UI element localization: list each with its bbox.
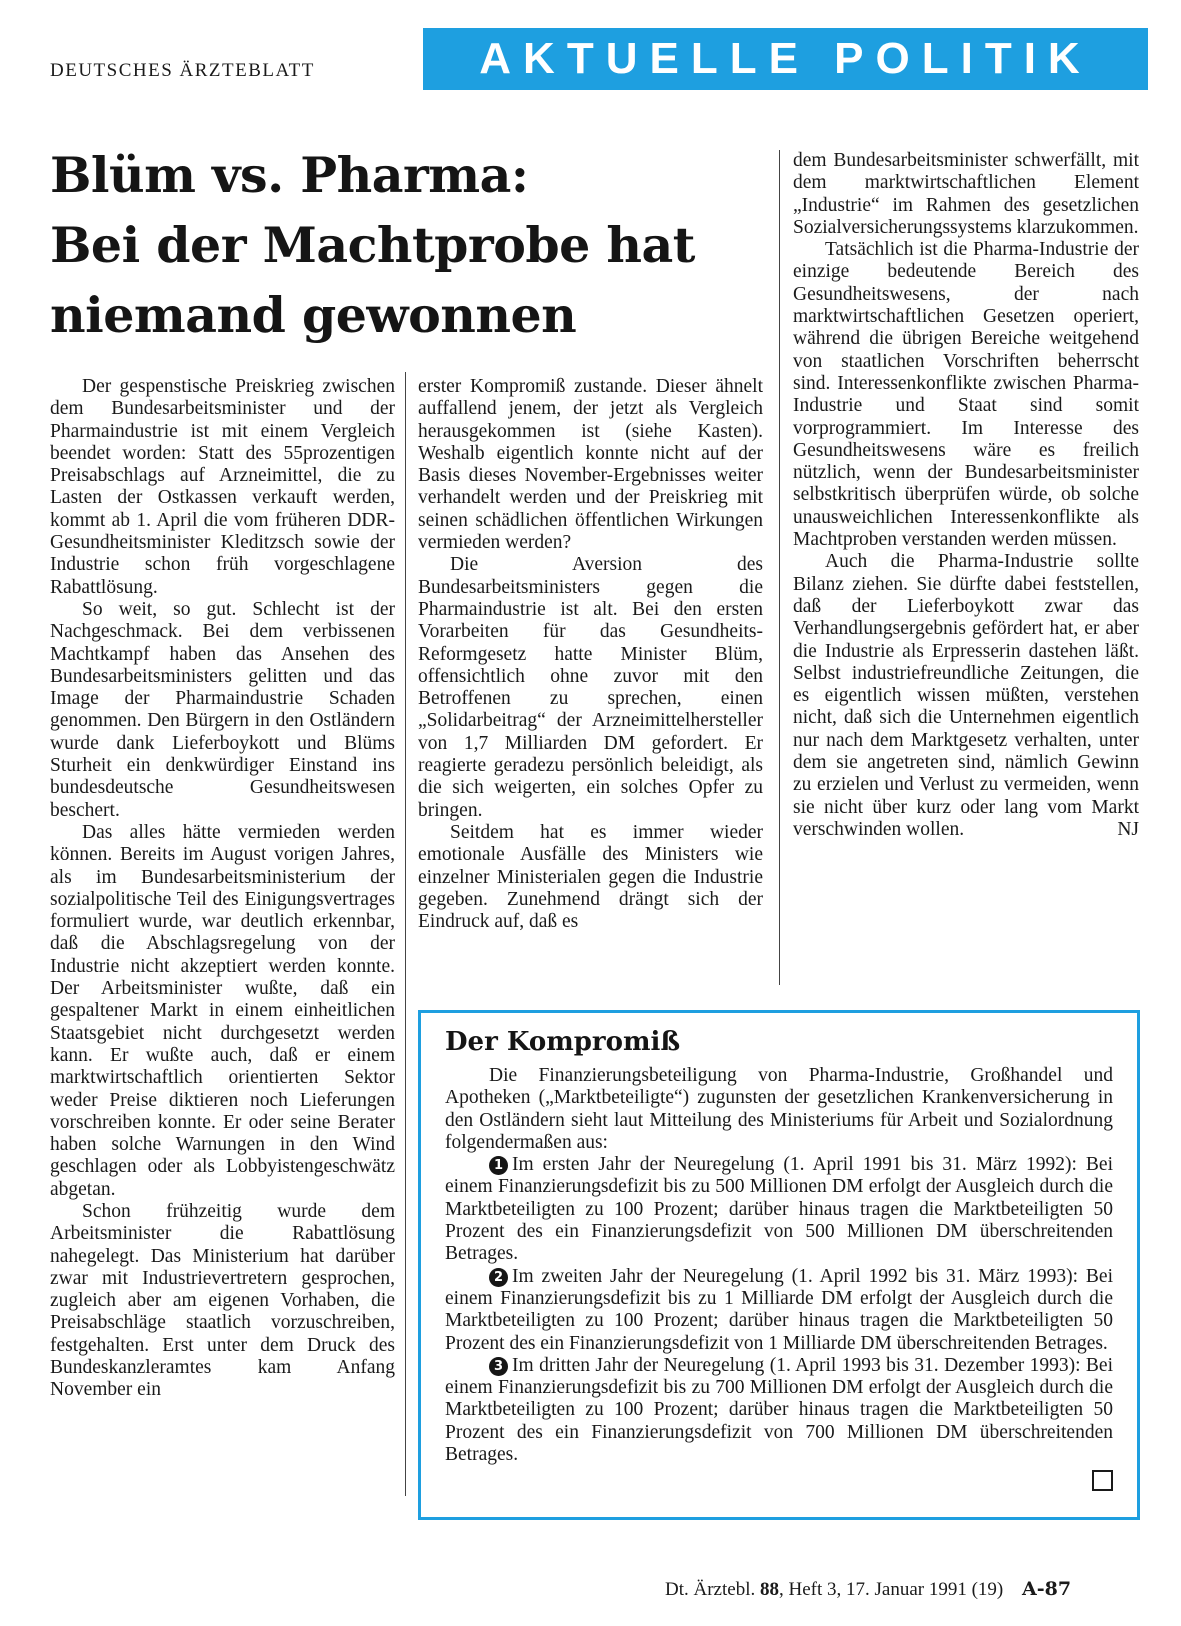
page-footer xyxy=(665,1578,1071,1601)
paragraph: Das alles hätte vermieden werden können. Bereits im August vorigen Jahres, als im Bundesarbeitsministerium der sozialpolitische Teil des Einigungsvertrages formuliert wurde, war deutlich erkennbar, daß die Abschlagsregelung von der Industrie nicht akzeptiert werden konnte. Der Arbeitsminister wußte, daß ein gespaltener Markt in einem einheitlichen Staatsgebiet nicht durchgesetzt werden kann. Er wußte auch, daß er einem marktwirtschaftlich orientierten Sektor weder Preise diktieren noch Lieferungen vorschreiben konnte. Er oder seine Berater haben solche Warnungen in den Wind geschlagen oder als Lobbyistengeschwätz abgetan. xyxy=(50,821,395,1200)
box-item-3 xyxy=(445,1355,1113,1466)
headline-line-3: niemand gewonnen xyxy=(50,286,577,344)
headline-line-1: Blüm vs. Pharma: xyxy=(50,146,529,204)
article-column-2 xyxy=(418,376,763,933)
box-title: Der Kompromiß xyxy=(445,1027,681,1057)
paragraph: Seitdem hat es immer wieder emotionale Ausfälle des Ministers wie einzelner Ministerialen gegen die Industrie gegeben. Zunehmend drängt sich der Eindruck auf, daß es xyxy=(418,821,763,933)
paragraph: Tatsächlich ist die Pharma-Industrie der einzige bedeutende Bereich des Gesundheitswesens, der nach marktwirtschaftlichen Gesetzen operiert, während die übrigen Bereiche weitgehend von staatlichen Vorschriften beherrscht sind. Interessenkonflikte zwischen Pharma-Industrie und Staat sind somit vorprogrammiert. Im Interesse des Gesundheitswesens wäre es freilich nützlich, wenn der Bundesarbeitsminister selbstkritisch überprüfen würde, ob solche unausweichlichen Interessenkonflikte als Machtproben verstanden werden müssen. xyxy=(793,239,1139,551)
column-divider xyxy=(779,150,780,985)
paragraph: Der gespenstische Preiskrieg zwischen dem Bundesarbeitsminister und der Pharmaindustrie ist mit einem Vergleich beendet worden: Statt des 55prozentigen Preisabschlags auf Arzneimittel, die zu Lasten der Ostkassen verkauft werden, kommt ab 1. April die vom früheren DDR-Gesundheitsminister Kleditzsch sowie der Industrie schon früh vorgeschlagene Rabattlösung. xyxy=(50,376,395,598)
box-intro: Die Finanzierungsbeteiligung von Pharma-Industrie, Großhandel und Apotheken („Marktbeteiligte“) zugunsten der gesetzlichen Krankenversicherung in den Ostländern sieht laut Mitteilung des Ministeriums für Arbeit und Sozialordnung folgendermaßen aus: xyxy=(445,1065,1113,1153)
paragraph: dem Bundesarbeitsminister schwerfällt, mit dem marktwirtschaftlichen Element „Industrie“ im Rahmen des gesetzlichen Sozialversicherungssystems klarzukommen. xyxy=(793,150,1139,238)
author-signature: NJ xyxy=(1117,818,1139,840)
paragraph: So weit, so gut. Schlecht ist der Nachgeschmack. Bei dem verbissenen Machtkampf haben das Ansehen des Bundesarbeitsministers gelitten und das Image der Pharmaindustrie Schaden genommen. Den Bürgern in den Ostländern wurde dank Lieferboykott und Blüms Sturheit ein denkwürdiger Einstand ins bundesdeutsche Gesundheitswesen beschert. xyxy=(50,598,395,821)
masthead: DEUTSCHES ÄRZTEBLATT xyxy=(50,60,315,81)
box-item-text: Im ersten Jahr der Neuregelung (1. April 1991 bis 31. März 1992): Bei einem Finanzierungsdefizit bis zu 500 Millionen DM erfolgt der Ausgleich durch die Marktbeteiligten zu 100 Prozent; darüber hinaus tragen die Marktbeteiligten 50 Prozent des ein Finanzierungsdefizit von 500 Millionen DM überschreitenden Betrages. xyxy=(445,1154,1113,1265)
footer-issue: , Heft 3, 17. Januar 1991 (19) xyxy=(778,1579,1004,1600)
paragraph xyxy=(793,551,1139,841)
paragraph: Schon frühzeitig wurde dem Arbeitsminister die Rabattlösung nahegelegt. Das Ministerium hat darüber zwar mit Industrievertretern gesprochen, zugleich aber am eigenen Vorhaben, die Preisabschläge staatlich vorzuschreiben, festgehalten. Erst unter dem Druck des Bundeskanzleramtes kam Anfang November ein xyxy=(50,1200,395,1401)
footer-journal: Dt. Ärztebl. xyxy=(665,1579,756,1600)
section-banner: AKTUELLE POLITIK xyxy=(423,28,1148,90)
number-2-icon: 2 xyxy=(489,1268,508,1287)
footer-volume: 88 xyxy=(759,1579,779,1600)
headline-line-2: Bei der Machtprobe hat xyxy=(50,216,695,274)
box-item-text: Im dritten Jahr der Neuregelung (1. April 1993 bis 31. Dezember 1993): Bei einem Finanzierungsdefizit bis zu 700 Millionen DM erfolgt der Ausgleich durch die Marktbeteiligten zu 100 Prozent; darüber hinaus tragen die Marktbeteiligten 50 Prozent des ein Finanzierungsdefizit von 700 Millionen DM überschreitenden Betrages. xyxy=(445,1354,1113,1466)
paragraph-text: Auch die Pharma-Industrie sollte Bilanz ziehen. Sie dürfte dabei feststellen, daß der Lieferboykott zwar das Verhandlungsergebnis gefördert hat, er aber die Industrie als Erpresserin dastehen läßt. Selbst industriefreundliche Zeitungen, die es eigentlich wissen müßten, verstehen nicht, daß sich die Unternehmen eigentlich nur nach dem Marktgesetz verhalten, unter dem sie angetreten sind, nämlich Gewinn zu erzielen und Verlust zu vermeiden, wenn sie nicht über kurz oder lang vom Markt verschwinden wollen. xyxy=(793,551,1139,840)
number-3-icon: 3 xyxy=(489,1357,508,1376)
number-1-icon: 1 xyxy=(489,1156,508,1175)
box-body xyxy=(445,1065,1113,1466)
paragraph: erster Kompromiß zustande. Dieser ähnelt auffallend jenem, der jetzt als Vergleich herausgekommen ist (siehe Kasten). Weshalb eigentlich konnte nicht auf der Basis dieses November-Ergebnisses weiter verhandelt werden und der Preiskrieg mit seinen schädlichen öffentlichen Wirkungen vermieden werden? xyxy=(418,376,763,554)
paragraph: Die Aversion des Bundesarbeitsministers gegen die Pharmaindustrie ist alt. Bei den ersten Vorarbeiten für das Gesundheits-Reformgesetz hatte Minister Blüm, offensichtlich ohne zuvor mit den Betroffenen zu sprechen, einen „Solidarbeitrag“ der Arzneimittelhersteller von 1,7 Milliarden DM gefordert. Er reagierte geradezu persönlich beleidigt, als die sich weigerten, ein solches Opfer zu bringen. xyxy=(418,554,763,821)
box-item-text: Im zweiten Jahr der Neuregelung (1. April 1992 bis 31. März 1993): Bei einem Finanzierungsdefizit bis zu 1 Milliarde DM erfolgt der Ausgleich durch die Marktbeteiligten zu 100 Prozent; darüber hinaus tragen die Marktbeteiligten 50 Prozent des ein Finanzierungsdefizit von 1 Milliarde DM überschreitenden Betrages. xyxy=(445,1265,1113,1354)
headline xyxy=(50,140,770,350)
column-divider xyxy=(405,372,406,1496)
article-column-3 xyxy=(793,150,1139,841)
end-mark-icon xyxy=(1092,1470,1113,1491)
page-number: A-87 xyxy=(1022,1578,1072,1600)
compromise-box xyxy=(418,1010,1140,1520)
box-item-1 xyxy=(445,1154,1113,1265)
box-item-2 xyxy=(445,1266,1113,1355)
article-column-1 xyxy=(50,376,395,1402)
